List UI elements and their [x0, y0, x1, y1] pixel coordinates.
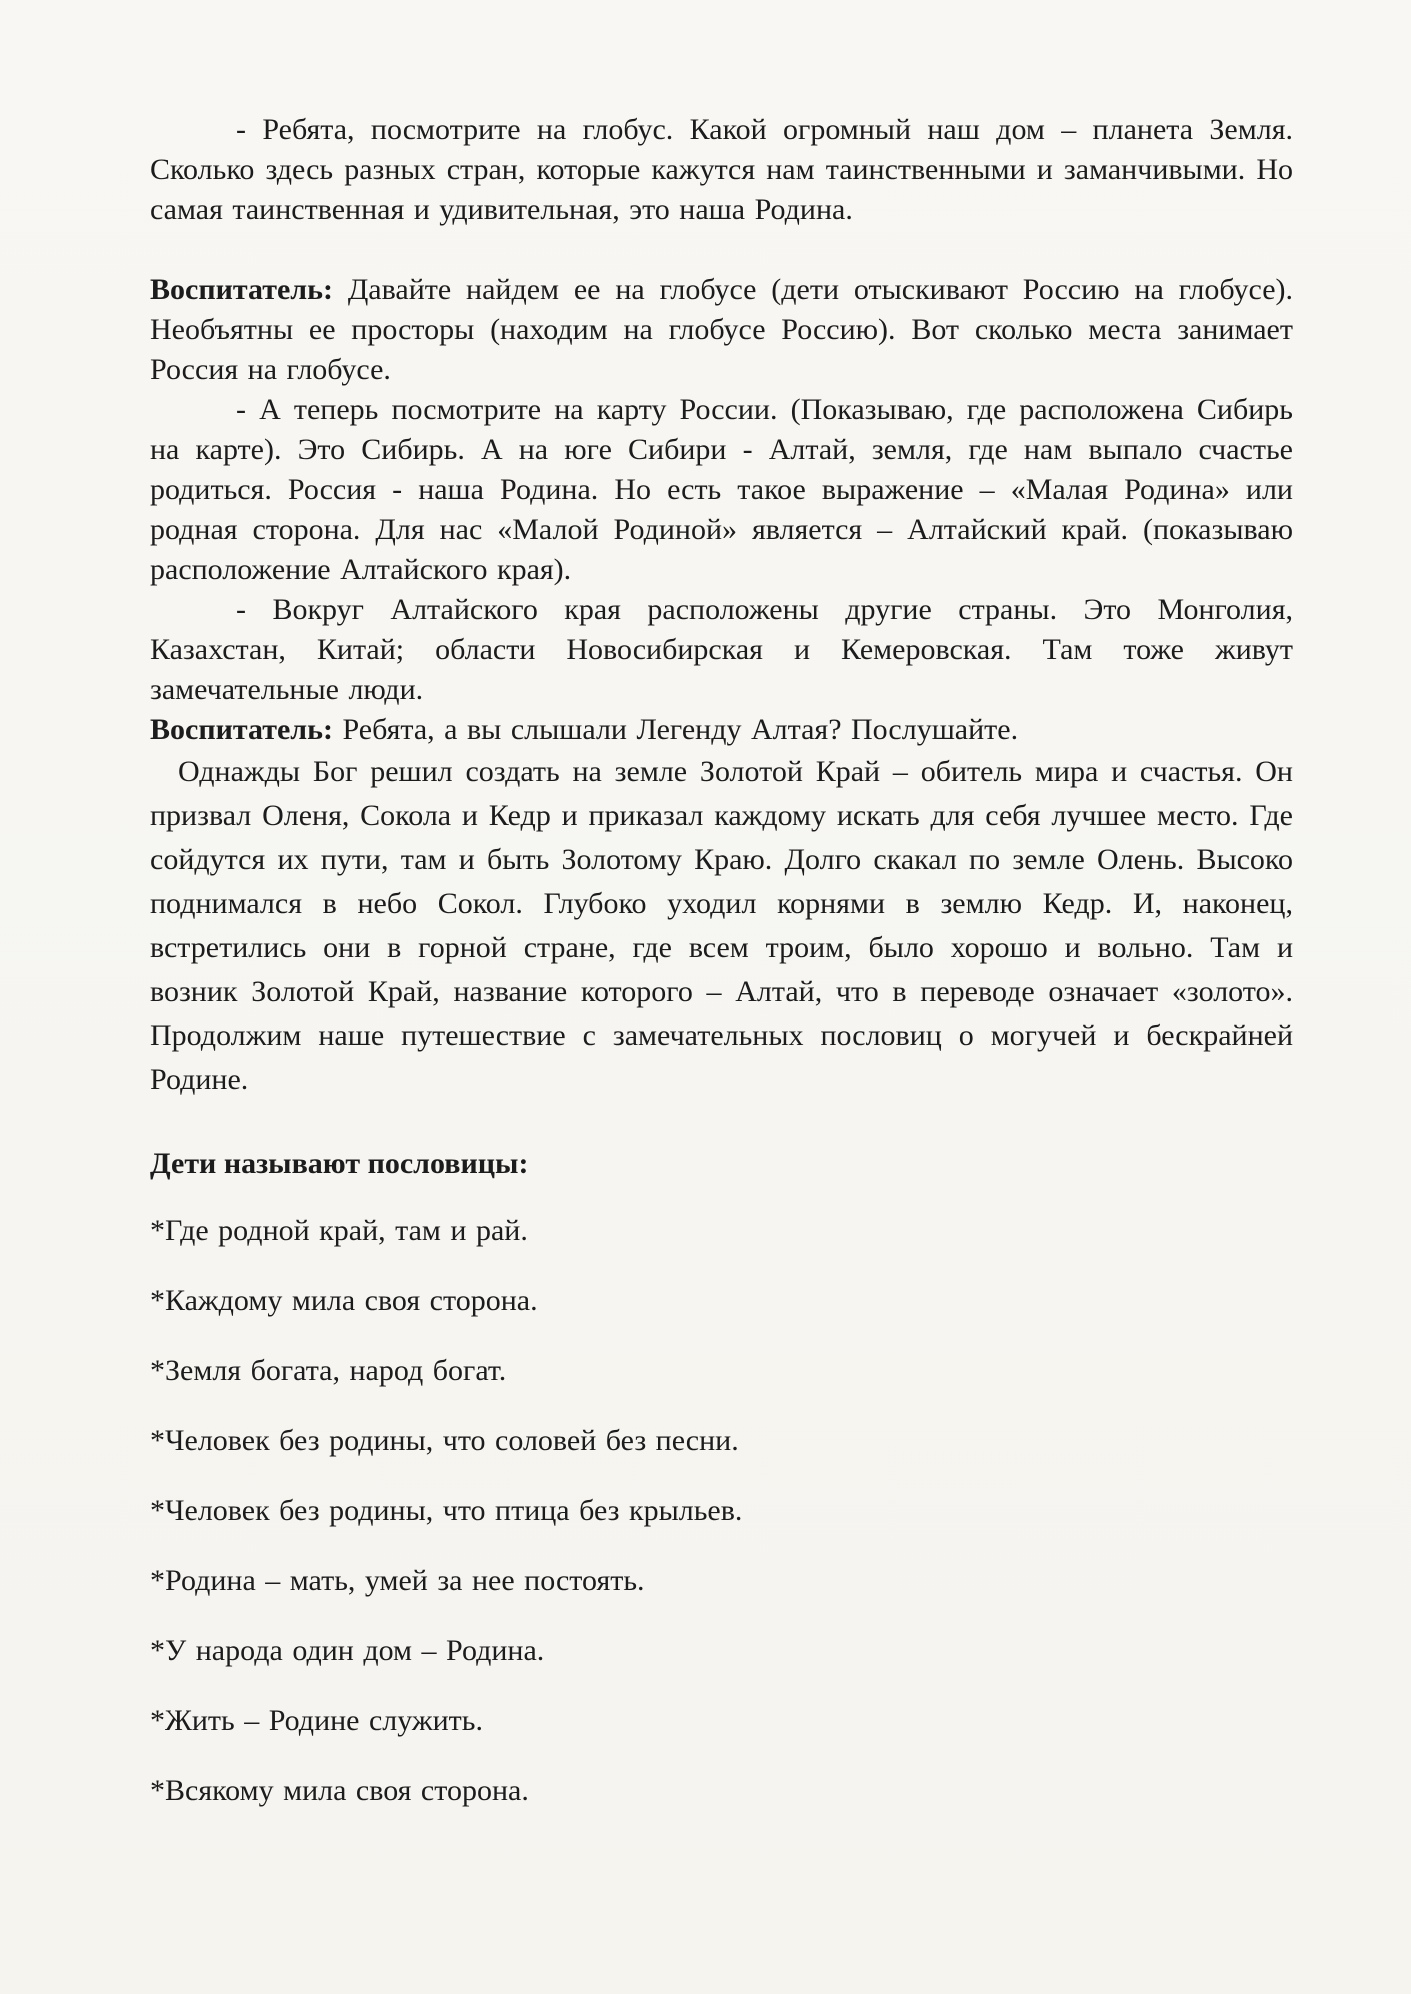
paragraph-text: Ребята, а вы слышали Легенду Алтая? Послушайте.	[342, 713, 1019, 746]
speaker-label: Воспитатель:	[150, 713, 333, 746]
proverb-item: *Всякому мила своя сторона.	[150, 1774, 529, 1807]
paragraph-map-of-russia	[150, 390, 1293, 590]
proverb-item: *Где родной край, там и рай.	[150, 1214, 528, 1247]
paragraph-text: Давайте найдем ее на глобусе (дети отыскивают Россию на глобусе). Необъятны ее просторы (находим на глобусе Россию). Вот сколько места занимает Россия на глобусе.	[150, 273, 1293, 386]
speaker-label: Воспитатель:	[150, 273, 333, 306]
paragraph-text: - Ребята, посмотрите на глобус. Какой огромный наш дом – планета Земля. Сколько здесь разных стран, которые кажутся нам таинственными и заманчивыми. Но самая таинственная и удивительная, это наша Родина.	[150, 113, 1293, 226]
proverb-item: *Каждому мила своя сторона.	[150, 1284, 538, 1317]
paragraph-teacher-legend-intro	[150, 710, 1293, 750]
proverb-item: *Земля богата, народ богат.	[150, 1354, 507, 1387]
paragraph-text: - А теперь посмотрите на карту России. (Показываю, где расположена Сибирь на карте). Это Сибирь. А на юге Сибири - Алтай, земля, где нам выпало счастье родиться. Россия - наша Родина. Но есть такое выражение – «Малая Родина» или родная сторона. Для нас «Малой Родиной» является – Алтайский край. (показываю расположение Алтайского края).	[150, 393, 1293, 586]
paragraph-text: Однажды Бог решил создать на земле Золотой Край – обитель мира и счастья. Он призвал Оленя, Сокола и Кедр и приказал каждому искать для себя лучшее место. Где сойдутся их пути, там и быть Золотому Краю. Долго скакал по земле Олень. Высоко поднимался в небо Сокол. Глубоко уходил корнями в землю Кедр. И, наконец, встретились они в горной стране, где всем троим, было хорошо и вольно. Там и возник Золотой Край, название которого – Алтай, что в переводе означает «золото». Продолжим наше путешествие с замечательных пословиц о могучей и бескрайней Родине.	[150, 755, 1293, 1096]
paragraph-globe-intro	[150, 110, 1293, 230]
paragraph-neighbor-countries	[150, 590, 1293, 710]
paragraph-altai-legend	[150, 750, 1293, 1102]
proverb-item: *Родина – мать, умей за нее постоять.	[150, 1564, 645, 1597]
proverb-item: *Человек без родины, что соловей без песни.	[150, 1424, 739, 1457]
proverbs-heading: Дети называют пословицы:	[150, 1147, 529, 1180]
proverb-item: *Жить – Родине служить.	[150, 1704, 483, 1737]
proverb-item: *Человек без родины, что птица без крыльев.	[150, 1494, 743, 1527]
paragraph-teacher-find-on-globe	[150, 270, 1293, 390]
paragraph-text: - Вокруг Алтайского края расположены другие страны. Это Монголия, Казахстан, Китай; области Новосибирская и Кемеровская. Там тоже живут замечательные люди.	[150, 593, 1293, 706]
proverb-item: *У народа один дом – Родина.	[150, 1634, 545, 1667]
